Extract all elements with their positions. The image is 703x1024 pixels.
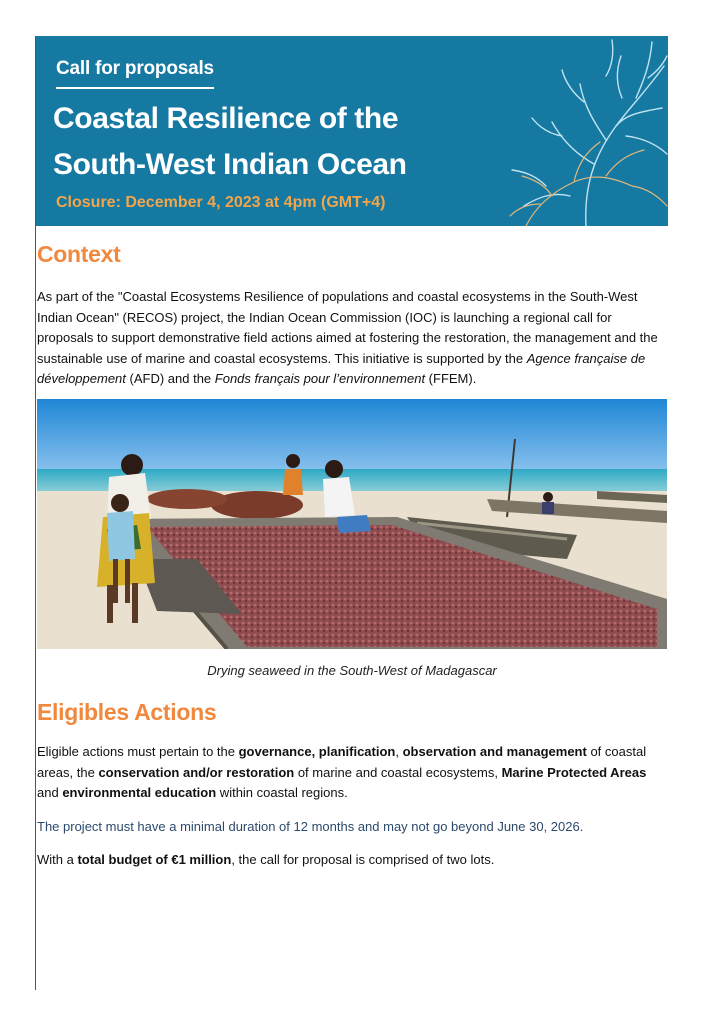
eligible-bold-4: Marine Protected Areas <box>501 764 647 780</box>
duration-paragraph: The project must have a minimal duration of 12 months and may not go beyond June 30, 2026. <box>37 819 584 834</box>
closure-date: Closure: December 4, 2023 at 4pm (GMT+4) <box>56 194 386 211</box>
eligible-bold-2: observation and management <box>402 744 587 759</box>
eligible-bold-1: governance, planification <box>238 744 396 759</box>
budget-amount: total budget of €1 million <box>77 852 232 867</box>
eligible-bold-5: environmental education <box>62 785 217 801</box>
context-heading: Context <box>37 241 121 267</box>
seaweed-drying-photo <box>37 399 667 649</box>
ffem-name: Fonds français pour l’environnement <box>214 371 426 387</box>
photo-caption: Drying seaweed in the South-West of Madagascar <box>207 663 497 678</box>
banner-title-line-1: Coastal Resilience of the <box>53 102 399 135</box>
eligible-text-3: of coastal areas, the <box>37 744 647 780</box>
banner-title <box>53 96 407 188</box>
eligible-actions-heading: Eligibles Actions <box>37 699 217 725</box>
afd-name: Agence française de développement <box>37 350 646 387</box>
context-paragraph <box>37 287 667 390</box>
header-banner <box>36 36 668 226</box>
context-text-2: (AFD) and the <box>125 371 215 387</box>
coral-decoration <box>466 36 668 226</box>
eligible-actions-paragraph <box>37 742 667 804</box>
budget-paragraph <box>37 850 667 871</box>
context-text-1: As part of the "Coastal Ecosystems Resilience of populations and coastal ecosystems in the South-West Indian Ocean" (RECOS) project, the Indian Ocean Commission (IOC) is launching a regional call for proposals to support demonstrative field actions aimed at fostering the restoration, the management and the sustainable use of marine and coastal ecosystems. This initiative is supported by the <box>37 289 658 366</box>
budget-prefix: With a <box>37 852 78 867</box>
eligible-text-2: , <box>395 744 403 759</box>
eligible-text-5: and <box>37 785 63 801</box>
eligible-bold-3: conservation and/or restoration <box>98 764 295 780</box>
eligible-text-1: Eligible actions must pertain to the <box>37 744 239 759</box>
eligible-text-6: within coastal regions. <box>216 785 348 801</box>
call-for-proposals-label: Call for proposals <box>56 58 214 79</box>
banner-title-line-2: South-West Indian Ocean <box>53 148 407 181</box>
kicker-underline <box>56 87 214 89</box>
context-text-3: (FFEM). <box>425 371 477 387</box>
budget-suffix: , the call for proposal is comprised of two lots. <box>231 852 495 867</box>
eligible-text-4: of marine and coastal ecosystems, <box>294 764 502 780</box>
